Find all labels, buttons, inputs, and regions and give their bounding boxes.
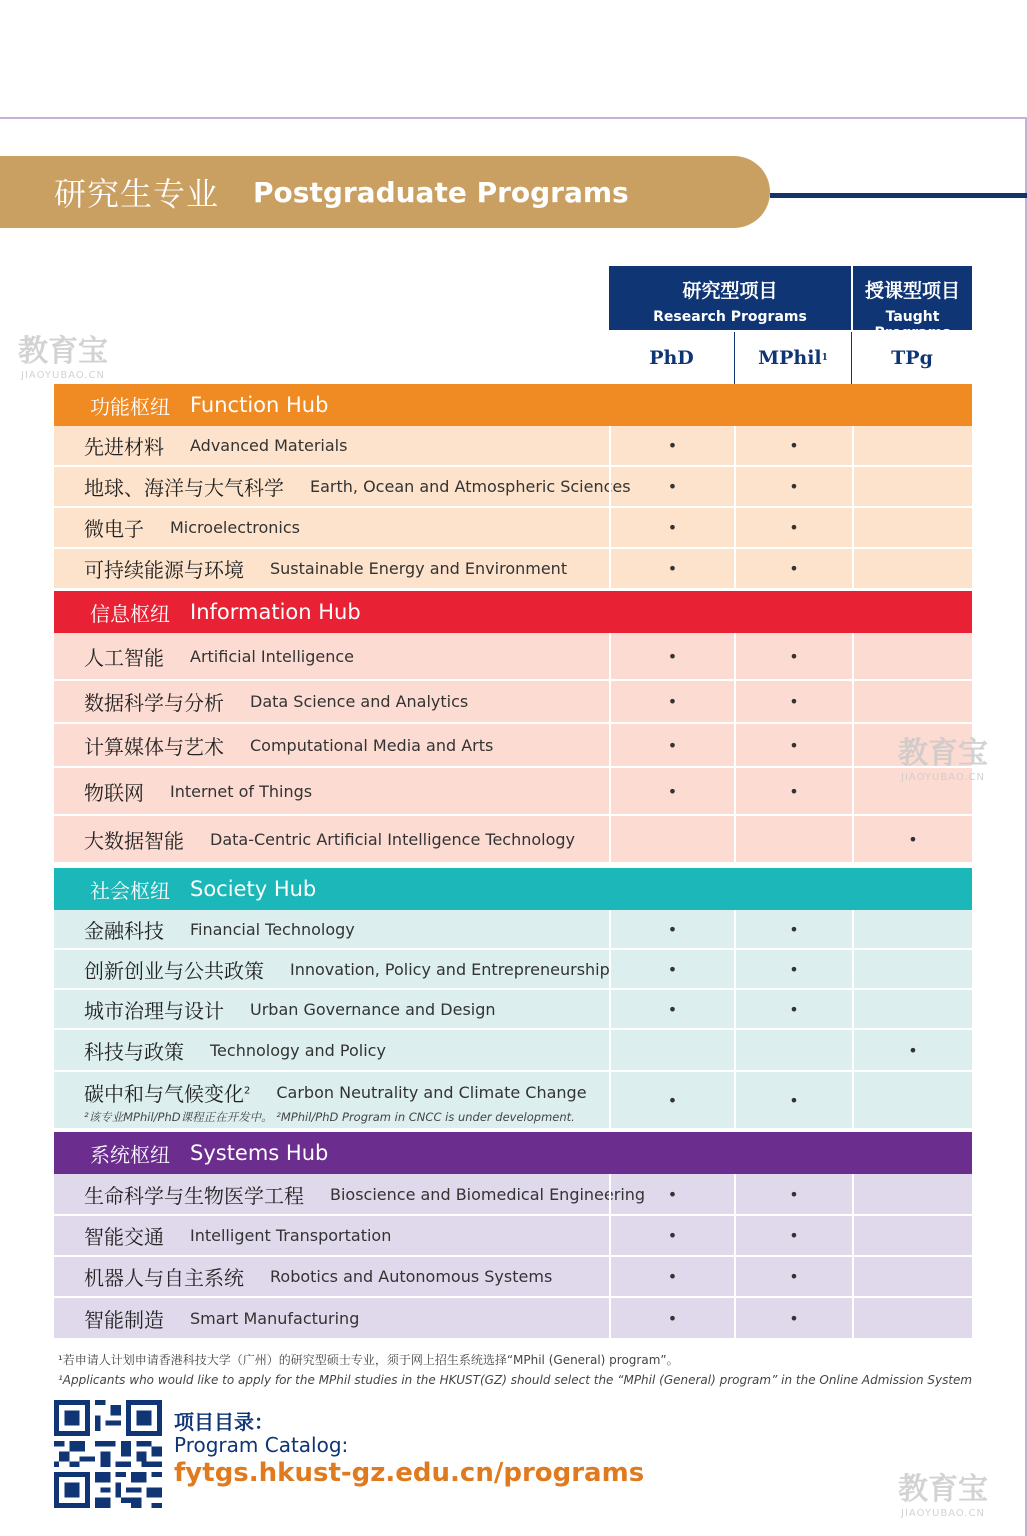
program-name (84, 1078, 587, 1107)
program-name-zh-text: 碳中和与气候变化 (84, 1082, 244, 1106)
availability-dot: • (667, 559, 678, 578)
availability-dot: • (667, 1308, 678, 1328)
watermark-zh: 教育宝 (898, 1472, 988, 1507)
program-name-zh (84, 472, 284, 501)
banner-title-zh: 研究生专业 (54, 175, 220, 213)
watermark-zh: 教育宝 (18, 334, 108, 369)
catalog-label-zh: 项目目录： (174, 1410, 274, 1434)
program-name-en: Computational Media and Arts (250, 735, 494, 755)
program-name-zh (84, 687, 224, 716)
table-row (54, 724, 972, 768)
cell-tpg (852, 816, 972, 862)
availability-dot: • (789, 559, 799, 578)
footnote-en: ¹Applicants who would like to apply for the MPhil studies in the HKUST(GZ) should select the “MPhil (General) program” in the Online Admission System (58, 1373, 973, 1387)
table-row (54, 768, 972, 816)
program-name-zh (84, 1036, 184, 1065)
taught-header-zh: 授课型项目 (864, 280, 960, 302)
program-name-en: Earth, Ocean and Atmospheric Sciences (310, 477, 631, 496)
program-name-zh-text: 计算媒体与艺术 (84, 734, 224, 759)
table-row (54, 910, 972, 950)
taught-header-en: Taught Programs (874, 309, 951, 341)
program-name-en: Sustainable Energy and Environment (270, 559, 568, 578)
cell-tpg (852, 950, 972, 988)
program-name-zh (84, 955, 264, 984)
program-name-zh-text: 可持续能源与环境 (84, 558, 244, 582)
program-name (84, 633, 354, 679)
watermark-en: JIAOYUBAO.CN (901, 772, 985, 783)
table-row (54, 549, 972, 590)
availability-dot: • (667, 1226, 678, 1245)
availability-dot: • (667, 436, 678, 455)
banner-rule (770, 193, 1027, 198)
program-name-zh (84, 1078, 250, 1107)
availability-dot: • (908, 829, 918, 849)
table-row (54, 426, 972, 467)
research-programs-header (609, 266, 851, 330)
cell-phd (609, 1298, 734, 1338)
program-name-zh-text: 机器人与自主系统 (84, 1266, 244, 1290)
availability-dot: • (667, 781, 678, 801)
table-row (54, 633, 972, 681)
availability-dot: • (667, 1267, 678, 1286)
table-row (54, 681, 972, 724)
table-row (54, 1174, 972, 1216)
cell-tpg (852, 633, 972, 679)
availability-dot: • (789, 1184, 799, 1204)
program-name-zh-text: 智能制造 (84, 1307, 164, 1332)
cell-tpg (852, 1216, 972, 1255)
program-note: ²该专业MPhil/PhD课程正在开发中。 ²MPhil/PhD Program in CNCC is under development. (84, 1110, 575, 1124)
watermark (898, 1464, 988, 1519)
program-name-zh-text: 数据科学与分析 (84, 691, 224, 715)
availability-dot: • (667, 735, 678, 755)
program-name-en: Data Science and Analytics (250, 692, 469, 711)
cell-phd (609, 633, 734, 679)
program-name (84, 768, 312, 814)
banner-title-en: Postgraduate Programs (253, 175, 629, 209)
cell-mphil (734, 1030, 852, 1070)
cell-tpg (852, 681, 972, 722)
availability-dot: • (908, 1040, 918, 1060)
hub-title-en: Information Hub (190, 600, 361, 624)
cell-mphil (734, 426, 852, 465)
table-row (54, 950, 972, 990)
cell-mphil (734, 1072, 852, 1128)
program-name-en: Advanced Materials (190, 436, 348, 455)
cell-tpg (852, 508, 972, 547)
program-name-zh (84, 513, 144, 542)
cell-tpg (852, 990, 972, 1028)
program-name-en: Financial Technology (190, 919, 355, 939)
table-row (54, 1030, 972, 1072)
program-name (84, 1174, 645, 1214)
program-name (84, 1216, 391, 1255)
program-name-zh-text: 物联网 (84, 780, 144, 805)
catalog-label-en: Program Catalog: (174, 1433, 349, 1457)
cell-phd (609, 1072, 734, 1128)
cell-phd (609, 1216, 734, 1255)
cell-phd (609, 724, 734, 766)
program-name-en: Technology and Policy (210, 1040, 386, 1060)
cell-mphil (734, 633, 852, 679)
cell-phd (609, 549, 734, 588)
availability-dot: • (789, 477, 799, 496)
watermark (18, 326, 108, 381)
availability-dot: • (667, 518, 678, 537)
column-tpg: TPg (891, 347, 933, 369)
cell-phd (609, 1174, 734, 1214)
program-name (84, 681, 468, 722)
program-name-zh (84, 1221, 164, 1250)
cell-mphil (734, 467, 852, 506)
availability-dot: • (789, 436, 799, 455)
catalog-url-link[interactable]: fytgs.hkust-gz.edu.cn/programs (174, 1458, 645, 1488)
cell-mphil (734, 1298, 852, 1338)
cell-mphil (734, 950, 852, 988)
cell-tpg (852, 1298, 972, 1338)
availability-dot: • (667, 1090, 678, 1110)
availability-dot: • (667, 646, 678, 666)
availability-dot: • (789, 735, 799, 755)
table-row (54, 508, 972, 549)
program-name-en: Carbon Neutrality and Climate Change (276, 1083, 587, 1102)
cell-mphil (734, 681, 852, 722)
cell-phd (609, 1257, 734, 1296)
cell-tpg (852, 1174, 972, 1214)
cell-mphil (734, 508, 852, 547)
program-name-en: Innovation, Policy and Entrepreneurship (290, 959, 610, 979)
cell-tpg (852, 426, 972, 465)
cell-phd (609, 508, 734, 547)
table-row (54, 1072, 972, 1130)
program-name-en: Robotics and Autonomous Systems (270, 1267, 553, 1286)
program-name (84, 990, 496, 1028)
hub-header-information (54, 591, 972, 633)
program-name-zh-text: 大数据智能 (84, 828, 184, 853)
program-name-zh-text: 城市治理与设计 (84, 998, 224, 1023)
availability-dot: • (667, 1184, 678, 1204)
cell-phd (609, 910, 734, 948)
hub-header-function (54, 384, 972, 426)
program-name (84, 1257, 552, 1296)
availability-dot: • (789, 518, 799, 537)
cell-phd (609, 950, 734, 988)
cell-tpg (852, 910, 972, 948)
program-name-zh-text: 金融科技 (84, 918, 164, 943)
program-name-zh (84, 554, 244, 583)
cell-tpg (852, 1072, 972, 1128)
hub-title-zh: 系统枢纽 (90, 1142, 170, 1167)
program-name (84, 426, 347, 465)
program-name-zh (84, 915, 164, 944)
cell-phd (609, 816, 734, 862)
cell-phd (609, 681, 734, 722)
cell-mphil (734, 549, 852, 588)
cell-mphil (734, 1257, 852, 1296)
program-name-en: Bioscience and Biomedical Engineering (330, 1184, 646, 1204)
table-row (54, 1216, 972, 1257)
availability-dot: • (789, 646, 799, 666)
top-border (0, 117, 1027, 119)
program-name-zh-text: 先进材料 (84, 435, 164, 459)
cell-phd (609, 1030, 734, 1070)
program-name (84, 549, 567, 588)
column-mphil-label: MPhil (758, 347, 822, 369)
program-name (84, 950, 610, 988)
availability-dot: • (789, 959, 799, 979)
program-name (84, 724, 493, 766)
program-name-zh (84, 825, 184, 854)
program-name-zh (84, 995, 224, 1024)
program-name-en: Smart Manufacturing (190, 1308, 360, 1328)
cell-mphil (734, 724, 852, 766)
watermark-zh: 教育宝 (898, 736, 988, 771)
program-name (84, 910, 355, 948)
hub-title-en: Systems Hub (190, 1141, 329, 1165)
cell-mphil (734, 990, 852, 1028)
hub-header-systems (54, 1132, 972, 1174)
hub-title-en: Function Hub (190, 393, 329, 417)
hub-title-zh: 社会枢纽 (90, 878, 170, 903)
program-name-zh (84, 1262, 244, 1291)
table-row (54, 1257, 972, 1298)
availability-dot: • (789, 1226, 799, 1245)
hub-header-society (54, 868, 972, 910)
program-name-zh (84, 777, 144, 806)
program-name (84, 816, 575, 862)
watermark (898, 728, 988, 783)
program-name-en: Data-Centric Artificial Intelligence Technology (210, 829, 576, 849)
availability-dot: • (789, 999, 799, 1019)
availability-dot: • (789, 1267, 799, 1286)
availability-dot: • (667, 999, 678, 1019)
program-name-zh-text: 地球、海洋与大气科学 (84, 476, 284, 500)
table-row (54, 467, 972, 508)
program-name-zh (84, 731, 224, 760)
availability-dot: • (789, 1308, 799, 1328)
cell-phd (609, 768, 734, 814)
availability-dot: • (667, 692, 678, 711)
program-name-en: Microelectronics (170, 518, 300, 537)
program-name (84, 508, 300, 547)
cell-phd (609, 467, 734, 506)
research-header-en: Research Programs (653, 309, 807, 325)
cell-tpg (852, 549, 972, 588)
program-name-en: Urban Governance and Design (250, 999, 496, 1019)
cell-tpg (852, 1257, 972, 1296)
program-name (84, 1298, 359, 1338)
cell-tpg (852, 1030, 972, 1070)
program-name-zh-text: 科技与政策 (84, 1039, 184, 1064)
hub-title-en: Society Hub (190, 877, 317, 901)
program-name (84, 1030, 386, 1070)
program-name-en: Internet of Things (170, 781, 313, 801)
column-phd: PhD (649, 347, 694, 369)
section-banner (0, 156, 770, 228)
cell-phd (609, 990, 734, 1028)
table-row (54, 990, 972, 1030)
availability-dot: • (667, 919, 678, 939)
program-footnote-mark: 2 (244, 1085, 251, 1097)
taught-programs-header (853, 266, 972, 341)
qr-code-icon (54, 1400, 162, 1508)
program-name-zh (84, 431, 164, 460)
program-name-zh (84, 642, 164, 671)
availability-dot: • (667, 477, 678, 496)
availability-dot: • (789, 781, 799, 801)
cell-mphil (734, 816, 852, 862)
program-name (84, 467, 631, 506)
program-name-zh-text: 生命科学与生物医学工程 (84, 1183, 304, 1208)
program-name-en: Intelligent Transportation (190, 1226, 392, 1245)
hub-title-zh: 功能枢纽 (90, 394, 170, 419)
table-row (54, 816, 972, 864)
research-header-zh: 研究型项目 (682, 280, 778, 302)
table-row (54, 1298, 972, 1340)
column-mphil (735, 332, 851, 384)
program-name-en: Artificial Intelligence (190, 646, 354, 666)
program-name-zh-text: 创新创业与公共政策 (84, 958, 264, 983)
cell-mphil (734, 910, 852, 948)
program-name-zh (84, 1304, 164, 1333)
availability-dot: • (789, 1090, 799, 1110)
column-mphil-sup: 1 (821, 353, 828, 363)
cell-mphil (734, 1174, 852, 1214)
cell-mphil (734, 768, 852, 814)
program-name-zh (84, 1180, 304, 1209)
program-name-zh-text: 微电子 (84, 517, 144, 541)
availability-dot: • (667, 959, 678, 979)
cell-phd (609, 426, 734, 465)
footnote-zh: ¹若申请人计划申请香港科技大学（广州）的研究型硕士专业，须于网上招生系统选择“MPhil (General) program”。 (58, 1353, 679, 1367)
watermark-en: JIAOYUBAO.CN (901, 1508, 985, 1519)
program-name-zh-text: 智能交通 (84, 1225, 164, 1249)
program-name-zh-text: 人工智能 (84, 645, 164, 670)
cell-mphil (734, 1216, 852, 1255)
availability-dot: • (789, 692, 799, 711)
cell-tpg (852, 467, 972, 506)
hub-title-zh: 信息枢纽 (90, 601, 170, 626)
availability-dot: • (789, 919, 799, 939)
watermark-en: JIAOYUBAO.CN (21, 370, 105, 381)
